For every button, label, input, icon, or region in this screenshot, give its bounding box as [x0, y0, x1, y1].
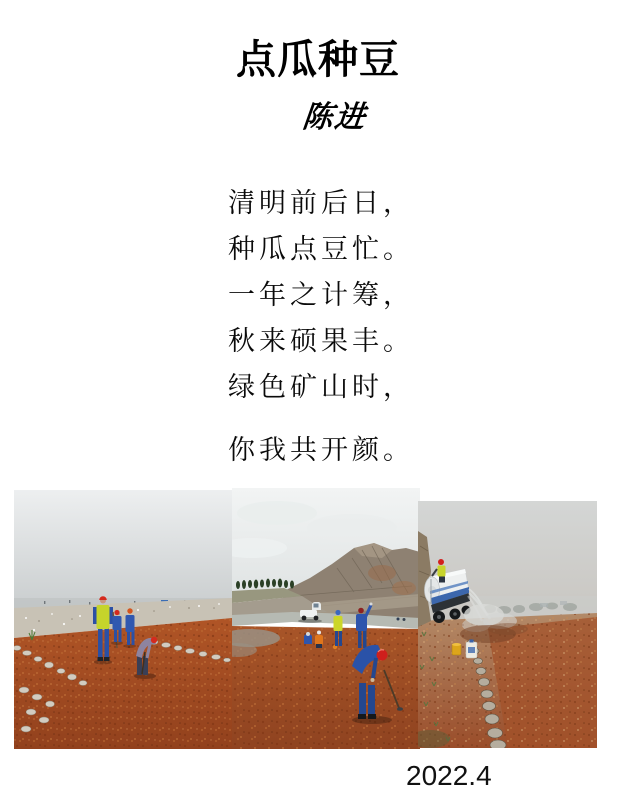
white-jug — [466, 640, 477, 659]
photo-quarry-slope-digging — [232, 488, 420, 749]
poem-line-3: 一年之计筹， — [228, 280, 414, 310]
poem-line-5: 绿色矿山时， — [228, 372, 414, 402]
poem-line-1: 清明前后日， — [228, 188, 414, 218]
page-title: 点瓜种豆 — [236, 38, 400, 82]
red-soil-field — [14, 618, 232, 749]
poem-line-6: 你我共开颜。 — [228, 435, 414, 465]
poem-line-2: 种瓜点豆忙。 — [228, 234, 414, 264]
date-label: 2022.4 — [406, 760, 492, 791]
poem-line-4: 秋来硕果丰。 — [228, 326, 414, 356]
author-signature: 陈进 — [300, 101, 369, 134]
yellow-bucket — [452, 643, 461, 655]
photo-water-truck-spraying — [418, 501, 597, 748]
poem-body — [228, 180, 414, 473]
photo-workers-planting-field — [14, 490, 232, 749]
